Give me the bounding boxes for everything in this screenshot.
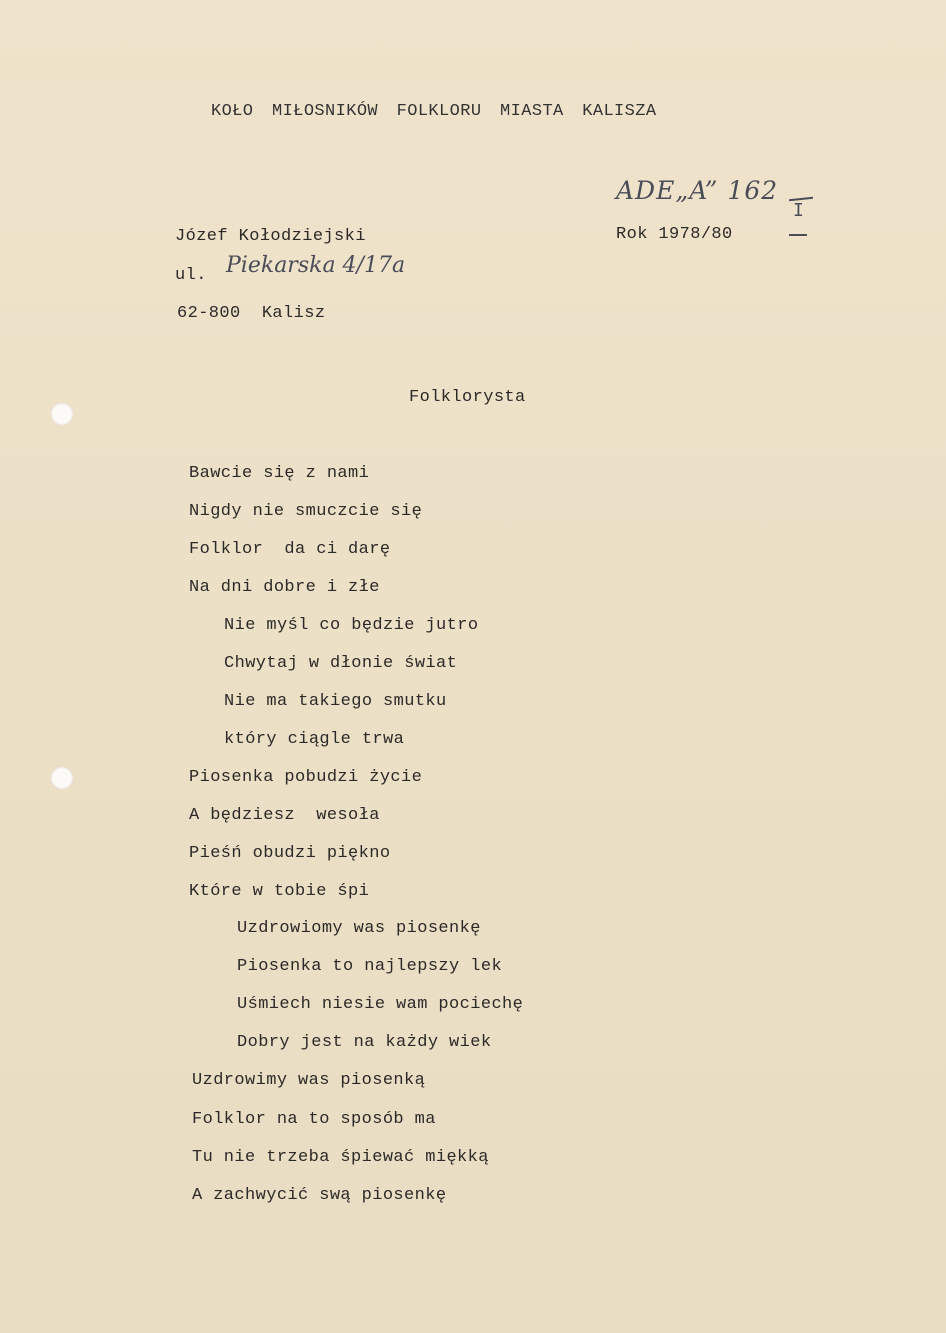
street-prefix: ul. [175,266,207,285]
poem-line: Piosenka pobudzi życie [189,768,423,787]
punch-hole-bottom [51,767,73,789]
city-address: 62-800 Kalisz [177,304,326,323]
poem-line: Folklor na to sposób ma [192,1110,436,1129]
poem-line: Nie myśl co będzie jutro [224,616,479,635]
fraction-underline [789,234,807,236]
poem-line: A będziesz wesoła [189,806,380,825]
punch-hole-top [51,403,73,425]
poem-line: Nie ma takiego smutku [224,692,447,711]
street-handwritten: Piekarska 4/17a [226,253,406,278]
poem-title: Folklorysta [409,388,526,407]
poem-line: Dobry jest na każdy wiek [237,1033,492,1052]
poem-line: Pieśń obudzi piękno [189,844,391,863]
poem-line: Uzdrowiomy was piosenkę [237,919,481,938]
archive-signature: ADE„A” 162 [616,176,779,205]
poem-line: Folklor da ci darę [189,540,391,559]
poem-line: Tu nie trzeba śpiewać miękką [192,1148,489,1167]
poem-line: Na dni dobre i złe [189,578,380,597]
poem-line: Bawcie się z nami [189,464,370,483]
year-label: Rok 1978/80 [616,225,733,244]
poem-line: Piosenka to najlepszy lek [237,957,503,976]
poem-line: Nigdy nie smuczcie się [189,502,423,521]
poem-line: który ciągle trwa [224,730,405,749]
fraction-numeral: I [793,200,804,221]
author-name: Józef Kołodziejski [175,227,366,246]
poem-line: Uzdrowimy was piosenką [192,1071,426,1090]
poem-line: Chwytaj w dłonie świat [224,654,458,673]
poem-line: A zachwycić swą piosenkę [192,1186,447,1205]
archive-fraction [787,178,817,238]
poem-line: Uśmiech niesie wam pociechę [237,995,524,1014]
organization-heading: KOŁO MIŁOSNIKÓW FOLKLORU MIASTA KALISZA [211,102,657,121]
poem-line: Które w tobie śpi [189,882,370,901]
